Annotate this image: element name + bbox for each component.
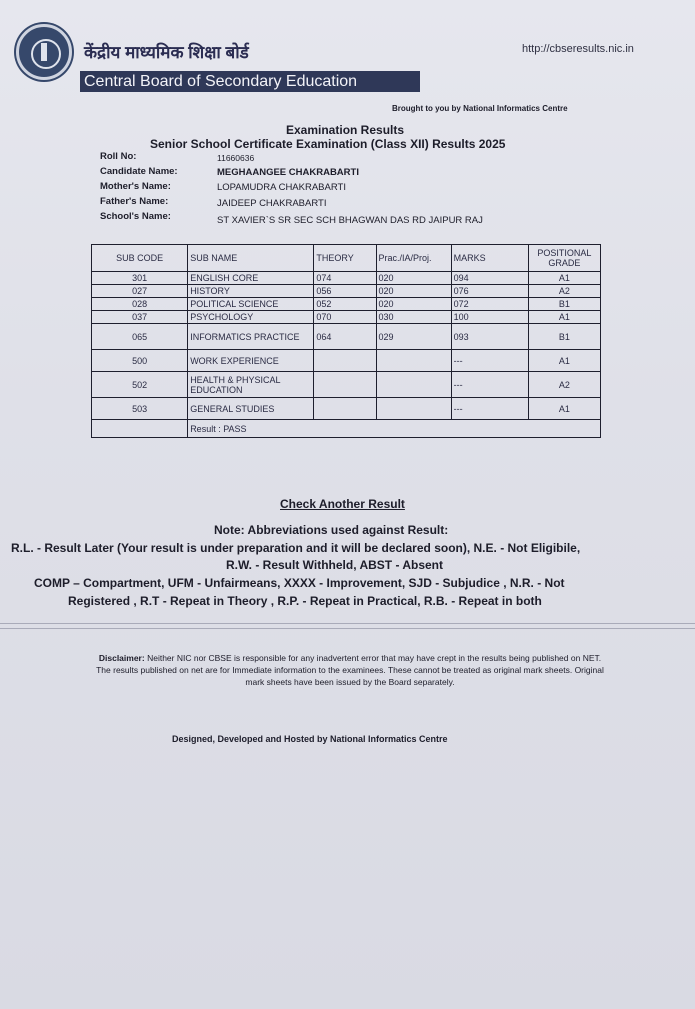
- roll-label: Roll No:: [100, 151, 137, 162]
- practical-marks: [376, 372, 451, 398]
- marks-table: [91, 244, 601, 438]
- result-status: Result : PASS: [188, 420, 601, 438]
- theory-marks: 064: [314, 324, 376, 350]
- grade: A1: [528, 272, 600, 285]
- sub-code: 028: [92, 298, 188, 311]
- theory-marks: [314, 398, 376, 420]
- table-row: [92, 398, 601, 420]
- disclaimer-text: Neither NIC nor CBSE is responsible for any inadvertent error that may have crept in the results being published on NET. The results published on net are for Immediate information to the examinees. These cannot be treated as original mark sheets. Original mark sheets have been issued by the Board separately.: [96, 653, 604, 687]
- sub-name: HEALTH & PHYSICAL EDUCATION: [188, 372, 314, 398]
- table-row: [92, 272, 601, 285]
- result-spacer: [92, 420, 188, 438]
- notes-line-3: COMP – Compartment, UFM - Unfairmeans, XXXX - Improvement, SJD - Subjudice , N.R. - Not: [34, 576, 565, 590]
- cbse-logo-icon: [16, 24, 72, 80]
- total-marks: 076: [451, 285, 528, 298]
- practical-marks: 020: [376, 272, 451, 285]
- theory-marks: 056: [314, 285, 376, 298]
- notes-title: Note: Abbreviations used against Result:: [214, 523, 449, 537]
- sub-code: 027: [92, 285, 188, 298]
- total-marks: ---: [451, 398, 528, 420]
- sub-code: 500: [92, 350, 188, 372]
- sub-code: 503: [92, 398, 188, 420]
- sub-name: POLITICAL SCIENCE: [188, 298, 314, 311]
- practical-marks: [376, 398, 451, 420]
- footer-credit: Designed, Developed and Hosted by National Informatics Centre: [172, 734, 448, 744]
- sub-code: 037: [92, 311, 188, 324]
- board-title-banner: Central Board of Secondary Education: [80, 71, 420, 92]
- table-row: [92, 298, 601, 311]
- father-name-value: JAIDEEP CHAKRABARTI: [217, 198, 327, 209]
- grade: A1: [528, 398, 600, 420]
- total-marks: 100: [451, 311, 528, 324]
- total-marks: 094: [451, 272, 528, 285]
- notes-line-1: R.L. - Result Later (Your result is under preparation and it will be declared soon), N.E. - Not Eligibile,: [11, 541, 581, 555]
- total-marks: ---: [451, 372, 528, 398]
- practical-marks: 030: [376, 311, 451, 324]
- sub-code: 502: [92, 372, 188, 398]
- header-sub-code: SUB CODE: [92, 245, 188, 272]
- site-url[interactable]: http://cbseresults.nic.in: [522, 43, 634, 55]
- table-row: [92, 350, 601, 372]
- check-another-result-link[interactable]: Check Another Result: [280, 497, 405, 511]
- sub-name: ENGLISH CORE: [188, 272, 314, 285]
- candidate-name-label: Candidate Name:: [100, 166, 178, 177]
- exam-heading: Examination Results: [286, 123, 405, 137]
- result-row: [92, 420, 601, 438]
- sub-name: GENERAL STUDIES: [188, 398, 314, 420]
- sub-code: 301: [92, 272, 188, 285]
- header-marks: MARKS: [451, 245, 528, 272]
- mother-name-value: LOPAMUDRA CHAKRABARTI: [217, 182, 346, 193]
- grade: A1: [528, 311, 600, 324]
- grade: B1: [528, 298, 600, 311]
- candidate-name-value: MEGHAANGEE CHAKRABARTI: [217, 167, 359, 178]
- header-grade: POSITIONAL GRADE: [528, 245, 600, 272]
- practical-marks: 020: [376, 298, 451, 311]
- header-theory: THEORY: [314, 245, 376, 272]
- table-row: [92, 285, 601, 298]
- practical-marks: 029: [376, 324, 451, 350]
- practical-marks: [376, 350, 451, 372]
- mother-name-label: Mother's Name:: [100, 181, 171, 192]
- theory-marks: [314, 372, 376, 398]
- hindi-board-title: केंद्रीय माध्यमिक शिक्षा बोर्ड: [84, 43, 249, 62]
- practical-marks: 020: [376, 285, 451, 298]
- sub-name: PSYCHOLOGY: [188, 311, 314, 324]
- sub-code: 065: [92, 324, 188, 350]
- theory-marks: 052: [314, 298, 376, 311]
- total-marks: 072: [451, 298, 528, 311]
- grade: A2: [528, 372, 600, 398]
- table-header-row: [92, 245, 601, 272]
- disclaimer: [92, 652, 608, 688]
- grade: A2: [528, 285, 600, 298]
- notes-line-2: R.W. - Result Withheld, ABST - Absent: [226, 558, 443, 572]
- exam-subheading: Senior School Certificate Examination (Class XII) Results 2025: [150, 137, 506, 151]
- father-name-label: Father's Name:: [100, 196, 169, 207]
- theory-marks: [314, 350, 376, 372]
- school-name-label: School's Name:: [100, 211, 171, 222]
- total-marks: ---: [451, 350, 528, 372]
- theory-marks: 074: [314, 272, 376, 285]
- sub-name: INFORMATICS PRACTICE: [188, 324, 314, 350]
- roll-value: 11660636: [217, 153, 255, 163]
- school-name-value: ST XAVIER`S SR SEC SCH BHAGWAN DAS RD JAIPUR RAJ: [217, 215, 483, 226]
- table-row: [92, 372, 601, 398]
- total-marks: 093: [451, 324, 528, 350]
- table-row: [92, 311, 601, 324]
- notes-line-4: Registered , R.T - Repeat in Theory , R.P. - Repeat in Practical, R.B. - Repeat in both: [68, 594, 542, 608]
- header-practical: Prac./IA/Proj.: [376, 245, 451, 272]
- divider-bottom: [0, 628, 695, 629]
- sub-name: WORK EXPERIENCE: [188, 350, 314, 372]
- grade: B1: [528, 324, 600, 350]
- brought-by-text: Brought to you by National Informatics Centre: [392, 104, 568, 113]
- disclaimer-label: Disclaimer:: [98, 653, 145, 663]
- table-row: [92, 324, 601, 350]
- divider-top: [0, 623, 695, 624]
- theory-marks: 070: [314, 311, 376, 324]
- grade: A1: [528, 350, 600, 372]
- header-sub-name: SUB NAME: [188, 245, 314, 272]
- sub-name: HISTORY: [188, 285, 314, 298]
